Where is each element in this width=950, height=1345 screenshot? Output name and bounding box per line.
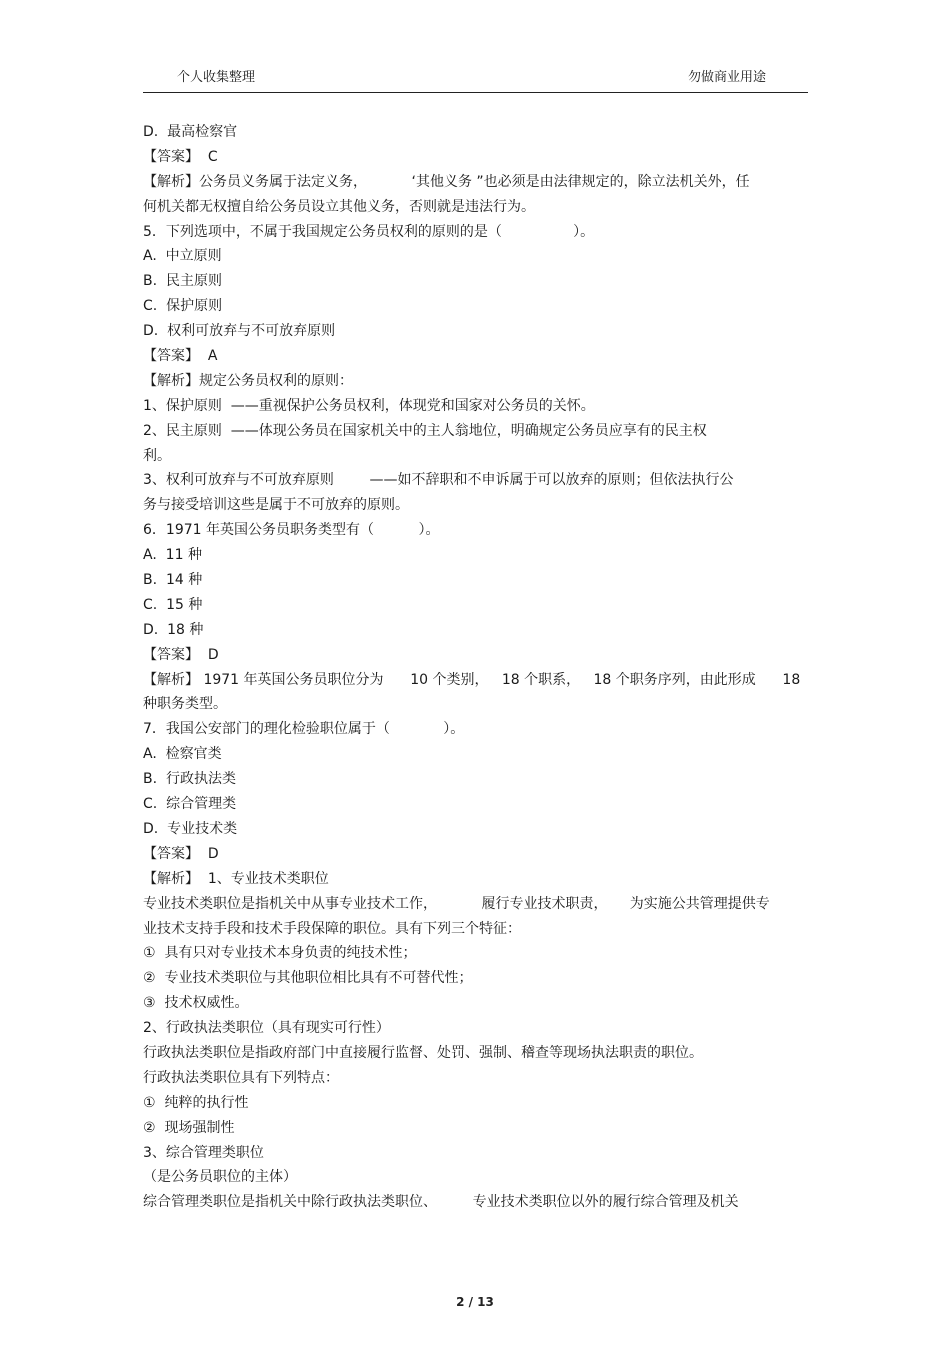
text-line: A. 检察官类 xyxy=(143,746,222,763)
text-line: ① 具有只对专业技术本身负责的纯技术性； xyxy=(143,945,417,962)
text-line: 业技术支持手段和技术手段保障的职位。具有下列三个特征： xyxy=(143,920,521,937)
text-line: 【解析】 1、专业技术类职位 xyxy=(143,870,329,887)
text-line: 3、权利可放弃与不可放弃原则 ——如不辞职和不申诉属于可以放弃的原则；但依法执行公 xyxy=(143,472,734,489)
text-line: 【答案】 D xyxy=(143,845,219,862)
text-line: B. 行政执法类 xyxy=(143,771,236,788)
text-line: 利。 xyxy=(143,447,171,464)
text-line: 【解析】 1971 年英国公务员职位分为 10 个类别， 18 个职系， 18 个职务序列，由此形成 18 xyxy=(143,671,801,688)
text-line: D. 专业技术类 xyxy=(143,820,238,837)
text-line: C. 15 种 xyxy=(143,596,203,613)
header-right-text: 勿做商业用途 xyxy=(687,70,766,85)
text-line: ③ 技术权威性。 xyxy=(143,995,249,1012)
text-line: D. 权利可放弃与不可放弃原则 xyxy=(143,323,336,340)
text-line: C. 保护原则 xyxy=(143,298,223,315)
text-line: 种职务类型。 xyxy=(143,696,227,713)
text-line: 行政执法类职位具有下列特点： xyxy=(143,1069,339,1086)
text-line: 2、行政执法类职位（具有现实可行性） xyxy=(143,1020,390,1037)
text-line: B. 14 种 xyxy=(143,572,203,589)
text-line: 行政执法类职位是指政府部门中直接履行监督、处罚、强制、稽查等现场执法职责的职位。 xyxy=(143,1044,703,1061)
text-line: 【解析】规定公务员权利的原则： xyxy=(143,372,353,389)
text-line: ② 专业技术类职位与其他职位相比具有不可替代性； xyxy=(143,970,473,987)
text-line: B. 民主原则 xyxy=(143,273,222,290)
text-line: D. 最高检察官 xyxy=(143,124,238,140)
text-line: C. 综合管理类 xyxy=(143,796,237,813)
text-line: A. 11 种 xyxy=(143,547,202,564)
text-line: 【答案】 D xyxy=(143,646,219,663)
text-line: 何机关都无权擅自给公务员设立其他义务，否则就是违法行为。 xyxy=(143,198,535,215)
text-line: 务与接受培训这些是属于不可放弃的原则。 xyxy=(143,497,409,514)
text-line: 【答案】 C xyxy=(143,148,218,165)
text-line: 1、保护原则 ——重视保护公务员权利，体现党和国家对公务员的关怀。 xyxy=(143,397,595,414)
text-line: ② 现场强制性 xyxy=(143,1119,235,1136)
text-line: 5．下列选项中，不属于我国规定公务员权利的原则的是（ ）。 xyxy=(143,223,595,240)
header-left-text: 个人收集整理 xyxy=(177,70,256,85)
text-line: A. 中立原则 xyxy=(143,248,222,265)
text-line: 专业技术类职位是指机关中从事专业技术工作， 履行专业技术职责， 为实施公共管理提供专 xyxy=(143,895,770,912)
text-line: 【答案】 A xyxy=(143,348,218,365)
text-line: 6．1971 年英国公务员职务类型有（ ）。 xyxy=(143,522,440,539)
document-body xyxy=(143,120,811,1215)
text-line: 【解析】公务员义务属于法定义务， ‘其他义务 ”也必须是由法律规定的，除立法机关外，任 xyxy=(143,173,750,190)
text-line: D. 18 种 xyxy=(143,621,204,638)
text-line: （是公务员职位的主体） xyxy=(143,1169,297,1186)
text-line: 综合管理类职位是指机关中除行政执法类职位、 专业技术类职位以外的履行综合管理及机关 xyxy=(143,1194,739,1211)
text-line: 3、综合管理类职位 xyxy=(143,1144,264,1161)
text-line: ① 纯粹的执行性 xyxy=(143,1094,249,1111)
text-line: 7．我国公安部门的理化检验职位属于（ ）。 xyxy=(143,721,465,738)
page-number: 2 / 13 xyxy=(456,1295,494,1309)
page-header xyxy=(143,66,808,93)
text-line: 2、民主原则 ——体现公务员在国家机关中的主人翁地位，明确规定公务员应享有的民主权 xyxy=(143,422,707,439)
